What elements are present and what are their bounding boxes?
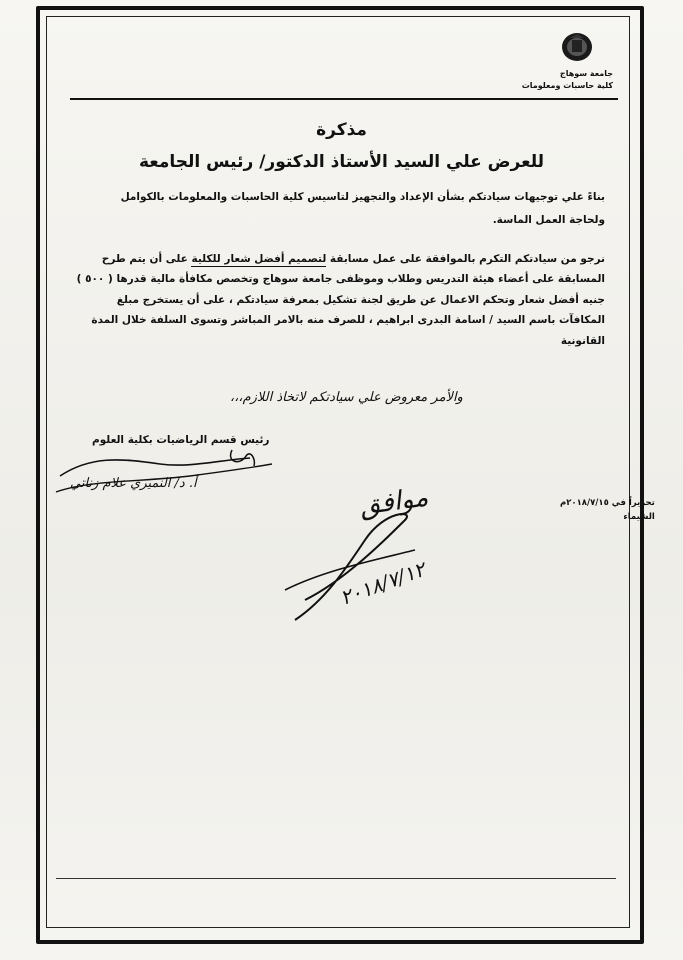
body-line-5: جنيه أفضل شعار وتحكم الاعمال عن طريق لجنة تشكيل بمعرفة سيادتكم ، على أن يستخرج مبلغ xyxy=(116,294,605,306)
body-line-6: المكافآت باسم السيد / اسامة البدرى ابراهيم ، للصرف منه بالامر المباشر وتسوى السلفة خلال المدة xyxy=(91,314,605,326)
university-name: جامعة سوهاج xyxy=(559,69,613,78)
signatory-title: رئيس قسم الرياضيات بكلية العلوم xyxy=(92,434,270,446)
memo-title: مذكرة xyxy=(316,120,367,140)
body-line-3-underlined: لتصميم أفضل شعار للكلية xyxy=(191,253,327,265)
body-line-1: بناءً علي توجيهات سيادتكم بشأن الإعداد والتجهيز لتاسيس كلية الحاسبات والمعلومات بالكوامل xyxy=(120,191,605,203)
date-label: تحريراً في ٢٠١٨/٧/١٥م xyxy=(560,498,655,508)
faculty-name: كلية حاسبات ومعلومات xyxy=(521,81,613,90)
university-seal-icon xyxy=(559,30,595,64)
approval-date: ٢٠١٨/٧/١٢ xyxy=(336,556,429,610)
body-line-3 xyxy=(65,252,605,266)
header-divider xyxy=(70,98,618,100)
footer-divider xyxy=(56,878,616,879)
letterhead-text xyxy=(522,68,613,92)
signatory-name: أ. د/ النميري علام زناتي xyxy=(70,476,197,491)
approval-word: موافق xyxy=(357,482,430,522)
body-line-2: ولحاجة العمل الماسة. xyxy=(492,214,605,226)
body-line-4: المسابقة على أعضاء هيئة التدريس وطلاب وموظفى جامعة سوهاج وتخصص مكافأة مالية قدرها ( ٥٠٠ ) xyxy=(76,273,605,285)
body-line-7: القانونية xyxy=(560,335,605,347)
memo-subtitle: للعرض علي السيد الأستاذ الدكتور/ رئيس الجامعة xyxy=(138,152,545,172)
clerk-name: الشيماء xyxy=(623,512,655,522)
body-line-3-start: نرجو من سيادتكم التكرم بالموافقة على عمل مسابقة xyxy=(326,253,605,265)
approval-signature xyxy=(265,470,465,630)
closing-line: والأمر معروض علي سيادتكم لاتخاذ اللازم،،، xyxy=(230,390,463,405)
date-block xyxy=(560,496,655,524)
body-line-3-end: على أن يتم طرح xyxy=(101,253,192,265)
